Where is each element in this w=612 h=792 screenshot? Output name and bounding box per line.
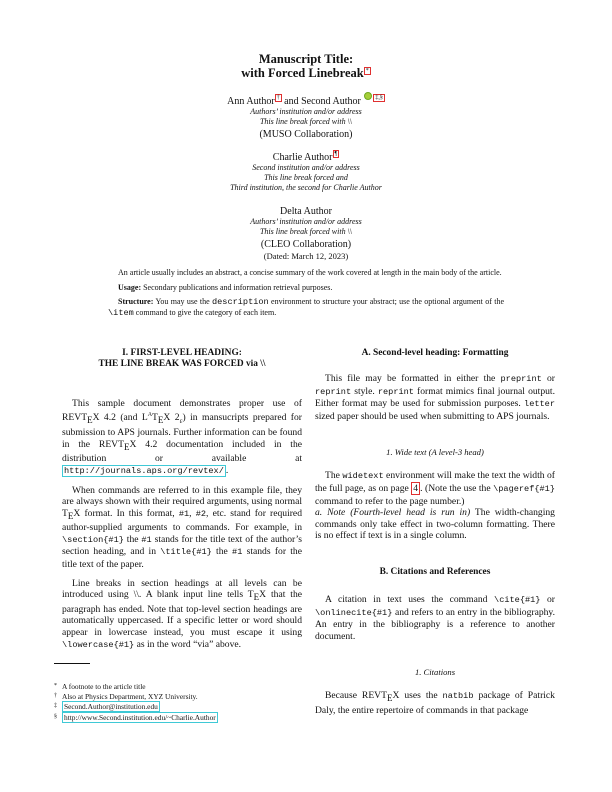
text: and refers to an entry in the bibliography. An entry in the bibliography is a reference to another document. — [315, 606, 555, 642]
author-group-2 — [80, 150, 532, 193]
abstract-structure — [108, 297, 504, 318]
text: A citation in text uses the command — [325, 593, 495, 605]
code: letter — [524, 399, 555, 410]
homepage-link[interactable]: http://www.Second.institution.edu/~Charlie.Author — [64, 713, 216, 722]
article-title — [100, 52, 512, 80]
abstract — [108, 268, 504, 322]
text: sized paper should be used when submitting to APS journals. — [315, 410, 550, 422]
text: package of Patrick Daly, the entire repertoire of commands in that package — [315, 690, 555, 716]
left-column — [62, 348, 302, 658]
footnote-text: A footnote to the article title — [62, 682, 146, 691]
footnote-mark: § — [54, 714, 57, 720]
paragraph — [315, 373, 555, 422]
text: or — [540, 593, 556, 605]
text: or — [541, 373, 555, 384]
text: Because REVT — [325, 690, 387, 702]
text: T — [152, 411, 158, 423]
footnote-rule — [54, 663, 90, 664]
text: . (Note the use the — [420, 482, 494, 494]
code: \lowercase{#1} — [62, 639, 135, 650]
text: This sample document demonstrates proper use of REVT — [62, 398, 302, 423]
text: as in the word “via” above. — [134, 638, 242, 650]
text: E — [386, 693, 393, 704]
institution-line: This line break forced and — [264, 173, 348, 182]
text: X uses the — [392, 690, 443, 702]
title-line-1: Manuscript Title: — [258, 52, 354, 66]
title-line-2 — [100, 66, 512, 80]
text: , etc. stand for required author-supplied arguments to commands. For example, in — [62, 507, 302, 534]
code: #1 — [141, 534, 152, 545]
author-names — [80, 92, 532, 107]
code: #1 — [232, 547, 243, 558]
text: Line breaks in section headings at all levels can be introduced using \\. A blank input line tells T — [62, 577, 302, 601]
author-second: and Second Author — [281, 96, 364, 107]
subsubsection-heading-1: 1. Wide text (A level-3 head) — [386, 447, 484, 458]
text: This file may be formatted in either the — [325, 373, 501, 384]
institution-line: Third institution, the second for Charlie Author — [230, 183, 382, 192]
author-group-3 — [80, 206, 532, 261]
institution-line: Authors’ institution and/or address — [250, 217, 362, 226]
section-heading-1 — [62, 348, 302, 370]
code: \onlinecite{#1} — [315, 607, 393, 618]
text: . — [225, 464, 229, 476]
date-line: (Dated: March 12, 2023) — [263, 251, 349, 261]
author-ann-footnote-link[interactable]: † — [276, 95, 280, 101]
title-line-2-text: with Forced Linebreak — [241, 66, 364, 80]
text: ε — [179, 416, 183, 425]
text: X 4.2 documentation included in the distribution or available at — [62, 438, 302, 465]
code: \title{#1} — [160, 547, 212, 558]
paragraph — [315, 594, 555, 642]
text: the — [211, 546, 233, 558]
author-charlie-footnote-link[interactable]: ¶ — [334, 151, 338, 157]
usage-text: Secondary publications and information retrieval purposes. — [141, 282, 333, 292]
text: environment to structure your abstract; use the optional argument of the — [268, 297, 504, 306]
text: E — [157, 414, 164, 425]
text: style. — [351, 385, 378, 397]
subsection-heading-a: A. Second-level heading: Formatting — [361, 348, 509, 358]
code: reprint — [377, 386, 414, 397]
email-link[interactable]: Second.Author@institution.edu — [64, 702, 158, 711]
text: , — [189, 507, 196, 519]
text: stands for the title text of the author’s section heading, and in — [62, 533, 302, 558]
text: X 2 — [163, 411, 180, 423]
code: \item — [108, 307, 134, 318]
text: environment will make the text the width of the full page, as on page — [315, 470, 555, 494]
right-column — [315, 348, 555, 723]
text: E — [87, 414, 93, 425]
paragraph — [315, 507, 555, 542]
subsection-heading-b: B. Citations and References — [379, 566, 491, 577]
paragraph — [62, 398, 302, 478]
code: natbib — [442, 691, 474, 702]
text: The — [325, 470, 343, 482]
footnote-mark: ‡ — [54, 703, 57, 709]
text: X format. In this format, — [73, 507, 179, 519]
subsubsection-heading-citations: 1. Citations — [414, 667, 456, 678]
text: ) in mansucripts prepared for submission to APS journals. Further information can be found in the REVT — [62, 411, 302, 450]
author-group-1 — [80, 92, 532, 141]
orcid-icon[interactable] — [364, 92, 372, 100]
footnote-mark: * — [54, 683, 57, 689]
text: You may use the — [153, 297, 212, 306]
text: X that the paragraph has ended. Note that top-level section headings are automatically uppercased. If a specific letter or word should appear in lowercase instead, you must escape it using — [62, 589, 302, 638]
text: When commands are referred to in this example file, they are always shown with their required arguments, using normal T — [62, 484, 302, 519]
text: X 4.2 (and L — [92, 411, 148, 423]
footnote-4 — [54, 713, 304, 723]
collaboration: (CLEO Collaboration) — [260, 239, 352, 250]
text: The width-changing commands only take effect in two-column formatting. There is no effect if text is in a single column. — [315, 507, 555, 542]
text: command to give the category of each item. — [133, 307, 277, 317]
code: description — [211, 297, 269, 307]
paragraph — [315, 470, 555, 507]
structure-label: Structure: — [118, 297, 154, 306]
author-ann: Ann Author — [227, 96, 275, 107]
abstract-text: An article usually includes an abstract, a concise summary of the work covered at length in the main body of the article. — [118, 268, 502, 277]
text: the — [123, 533, 142, 545]
paragraph — [315, 690, 555, 716]
title-footnote-link[interactable]: * — [365, 68, 369, 74]
code: #1 — [178, 508, 190, 519]
author-charlie — [80, 150, 532, 163]
text: E — [123, 441, 130, 452]
footnote-text: Also at Physics Department, XYZ University. — [62, 692, 198, 701]
code: reprint — [315, 386, 352, 397]
footnote-3 — [54, 702, 304, 712]
footnote-1 — [54, 682, 304, 692]
paragraph — [62, 485, 302, 571]
abstract-usage — [108, 283, 504, 294]
text: command to refer to the page number.) — [315, 495, 465, 507]
code: \pageref{#1} — [493, 483, 555, 494]
run-in-heading: a. Note (Fourth-level head is run in) — [315, 507, 471, 519]
section-heading-line-1: I. FIRST-LEVEL HEADING: — [122, 348, 242, 358]
page-ref-link[interactable]: 4 — [413, 482, 419, 494]
code: widetext — [342, 471, 384, 482]
author-charlie-name: Charlie Author — [272, 152, 333, 163]
text: A — [147, 411, 153, 418]
revtex-url-link[interactable]: http://journals.aps.org/revtex/ — [64, 465, 224, 476]
text: format mimics final journal output. Either format may be used for submission purposes. — [315, 385, 555, 410]
author-delta: Delta Author — [280, 206, 332, 217]
institution-line: Authors’ institution and/or address — [250, 107, 362, 116]
text: E — [253, 592, 260, 603]
text: stands for the title text of the paper. — [62, 546, 302, 571]
paragraph — [62, 578, 302, 651]
institution-line: This line break forced with \\ — [259, 227, 353, 236]
code: #2 — [195, 508, 207, 519]
text: E — [67, 510, 74, 521]
institution-line: This line break forced with \\ — [259, 117, 353, 126]
code: \section{#1} — [62, 534, 124, 545]
footnote-mark: † — [54, 693, 57, 699]
author-second-footnote-link[interactable]: ‡,§ — [375, 95, 383, 101]
section-heading-line-2: THE LINE BREAK WAS FORCED via \\ — [98, 359, 266, 369]
code: preprint — [500, 374, 542, 384]
institution-line: Second institution and/or address — [252, 163, 360, 172]
collaboration: (MUSO Collaboration) — [259, 129, 353, 140]
usage-label: Usage: — [118, 282, 142, 292]
code: \cite{#1} — [494, 594, 541, 605]
